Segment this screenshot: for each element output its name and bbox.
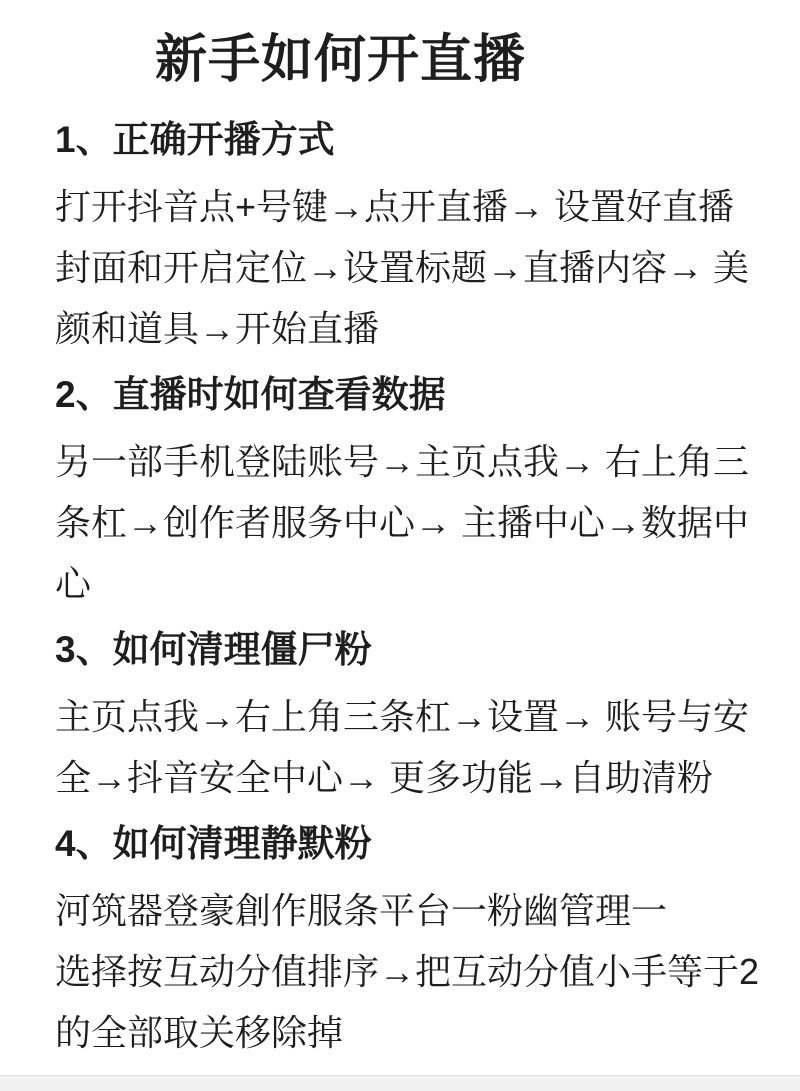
section-clean-silent-fans [0, 816, 800, 1063]
bottom-bar [0, 1075, 800, 1091]
section-view-data [0, 367, 800, 614]
step-line: 打开抖音点+号键→点开直播→ 设置好直播 [55, 186, 735, 227]
step-line: 封面和开启定位→设置标题→直播内容→ 美 [55, 247, 750, 288]
step-line: 条杠→创作者服务中心→ 主播中心→数据中 [55, 502, 750, 543]
step-line: 选择按互动分值排序→把互动分值小手等于2 [55, 951, 760, 992]
page-title: 新手如何开直播 [155, 31, 527, 89]
step-line: 的全部取关移除掉 [55, 1012, 344, 1053]
section-heading: 4、如何清理静默粉 [55, 823, 372, 864]
step-line: 颜和道具→开始直播 [55, 308, 380, 349]
section-heading: 1、正确开播方式 [55, 119, 335, 160]
section-heading: 3、如何清理僵尸粉 [55, 629, 372, 670]
step-line: 河筑器登豪創作服条平台一粉幽管理一 [55, 890, 668, 931]
step-line: 全→抖音安全中心→ 更多功能→自助清粉 [55, 757, 714, 798]
section-heading: 2、直播时如何查看数据 [55, 374, 446, 415]
section-correct-broadcast [0, 112, 800, 359]
step-line: 心 [55, 563, 92, 604]
section-clean-zombie-fans [0, 622, 800, 808]
step-line: 主页点我→右上角三条杠→设置→ 账号与安 [55, 696, 750, 737]
document-page [0, 22, 800, 1091]
step-line: 另一部手机登陆账号→主页点我→ 右上角三 [55, 441, 750, 482]
